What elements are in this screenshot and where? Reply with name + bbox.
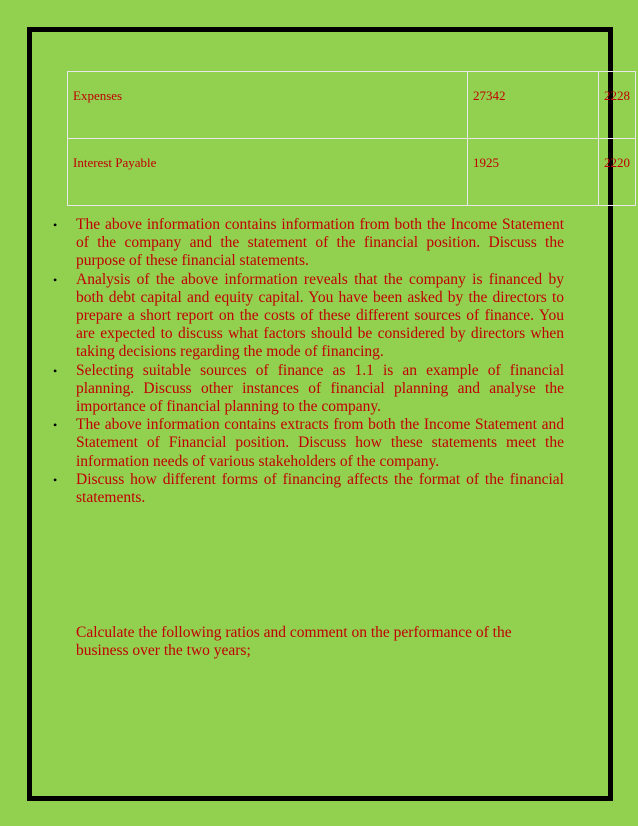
row-label: Interest Payable — [68, 139, 468, 206]
table-row — [68, 139, 636, 206]
list-item — [53, 416, 564, 471]
question-list — [53, 216, 564, 507]
bullet-icon: • — [53, 218, 58, 232]
ratios-instruction: Calculate the following ratios and comment on the performance of the business over the two years; — [76, 624, 512, 660]
question-text: Selecting suitable sources of finance as 1.1 is an example of financial planning. Discuss other instances of financial planning and analyse the importance of financial planning to the company. — [76, 361, 564, 416]
question-text: The above information contains information from both the Income Statement of the company and the statement of the financial position. Discuss the purpose of these financial statements. — [76, 216, 564, 270]
financial-table — [67, 71, 636, 206]
row-value-year2: 2228 — [599, 72, 636, 139]
bullet-icon: • — [53, 272, 58, 287]
question-text: The above information contains extracts from both the Income Statement and Statement of Financial position. Discuss how these statements meet the information needs of various stakeholders of the company. — [76, 416, 564, 470]
question-text: Analysis of the above information reveals that the company is financed by both debt capital and equity capital. You have been asked by the directors to prepare a short report on the costs of these different sources of finance. You are expected to discuss what factors should be considered by directors when taking decisions regarding the mode of financing. — [76, 270, 564, 361]
row-value-year2: 2220 — [599, 139, 636, 206]
bullet-icon: • — [53, 472, 58, 487]
question-text: Discuss how different forms of financing affects the format of the financial statements. — [76, 470, 564, 507]
list-item — [53, 216, 564, 271]
table-row — [68, 72, 636, 139]
row-value-year1: 1925 — [468, 139, 599, 206]
bullet-icon: • — [53, 418, 58, 433]
list-item — [53, 271, 564, 362]
bullet-icon: • — [53, 363, 58, 378]
list-item — [53, 471, 564, 507]
row-label: Expenses — [68, 72, 468, 139]
list-item — [53, 362, 564, 417]
row-value-year1: 27342 — [468, 72, 599, 139]
